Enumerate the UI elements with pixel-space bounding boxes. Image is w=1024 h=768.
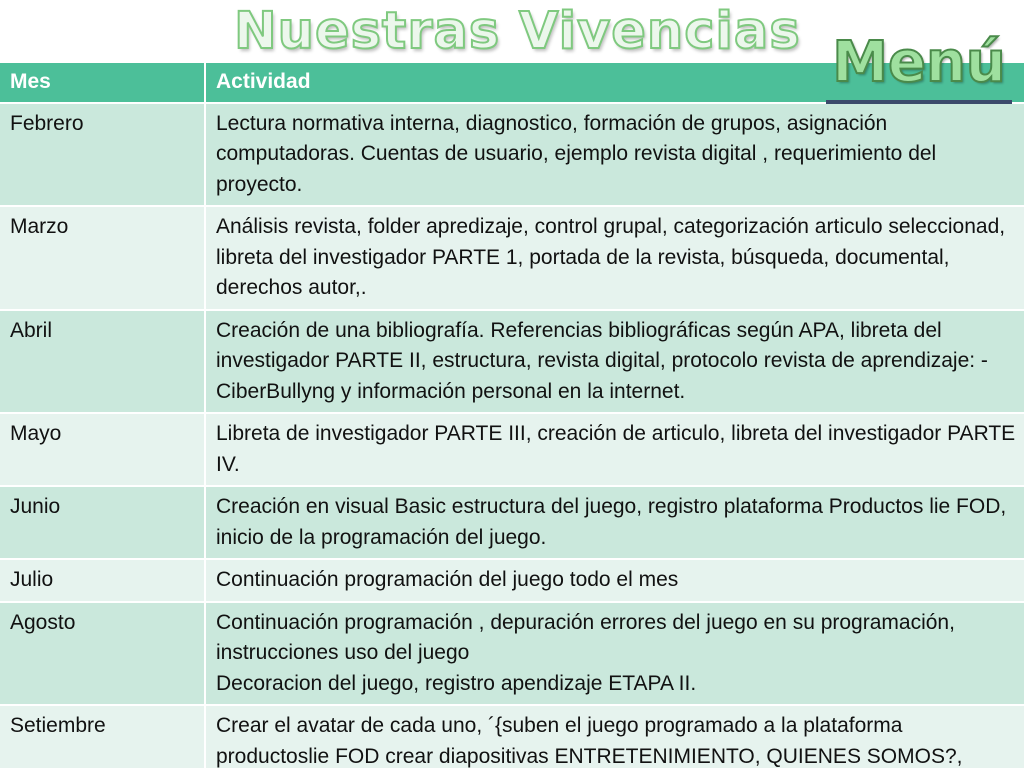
cell-mes: Marzo: [0, 206, 205, 310]
cell-actividad: Continuación programación , depuración errores del juego en su programación, instrucciones uso del juego Decoracion del juego, registro apendizaje ETAPA II.: [205, 602, 1024, 706]
cell-actividad: Análisis revista, folder apredizaje, control grupal, categorización articulo seleccionad, libreta del investigador PARTE 1, portada de la revista, búsqueda, documental, derechos autor,.: [205, 206, 1024, 310]
table-row: [0, 103, 1024, 207]
header-actividad: Actividad: [205, 63, 1024, 103]
table-row: [0, 705, 1024, 768]
cell-actividad: Crear el avatar de cada uno, ´{suben el juego programado a la plataforma productoslie FOD crear diapositivas ENTRETENIMIENTO, QUIENES SOMOS?,: [205, 705, 1024, 768]
cell-actividad: Creación de una bibliografía. Referencias bibliográficas según APA, libreta del investigador PARTE II, estructura, revista digital, protocolo revista de aprendizaje: - CiberBullyng y información personal en la internet.: [205, 310, 1024, 414]
table-row: [0, 602, 1024, 706]
table-row: [0, 310, 1024, 414]
table-row: [0, 413, 1024, 486]
header-mes: Mes: [0, 63, 205, 103]
table-row: [0, 559, 1024, 602]
table-row: [0, 206, 1024, 310]
cell-actividad: Lectura normativa interna, diagnostico, formación de grupos, asignación computadoras. Cuentas de usuario, ejemplo revista digital , requerimiento del proyecto.: [205, 103, 1024, 207]
cell-actividad: Creación en visual Basic estructura del juego, registro plataforma Productos lie FOD, inicio de la programación del juego.: [205, 486, 1024, 559]
menu-link[interactable]: Menú: [826, 26, 1012, 104]
cell-actividad: Continuación programación del juego todo el mes: [205, 559, 1024, 602]
cell-mes: Agosto: [0, 602, 205, 706]
cell-mes: Junio: [0, 486, 205, 559]
cell-mes: Febrero: [0, 103, 205, 207]
table-row: [0, 486, 1024, 559]
cell-mes: Abril: [0, 310, 205, 414]
activities-table: [0, 63, 1024, 768]
cell-actividad: Libreta de investigador PARTE III, creación de articulo, libreta del investigador PARTE IV.: [205, 413, 1024, 486]
cell-mes: Setiembre: [0, 705, 205, 768]
cell-mes: Julio: [0, 559, 205, 602]
page-title: Nuestras Vivencias: [234, 2, 801, 61]
cell-mes: Mayo: [0, 413, 205, 486]
